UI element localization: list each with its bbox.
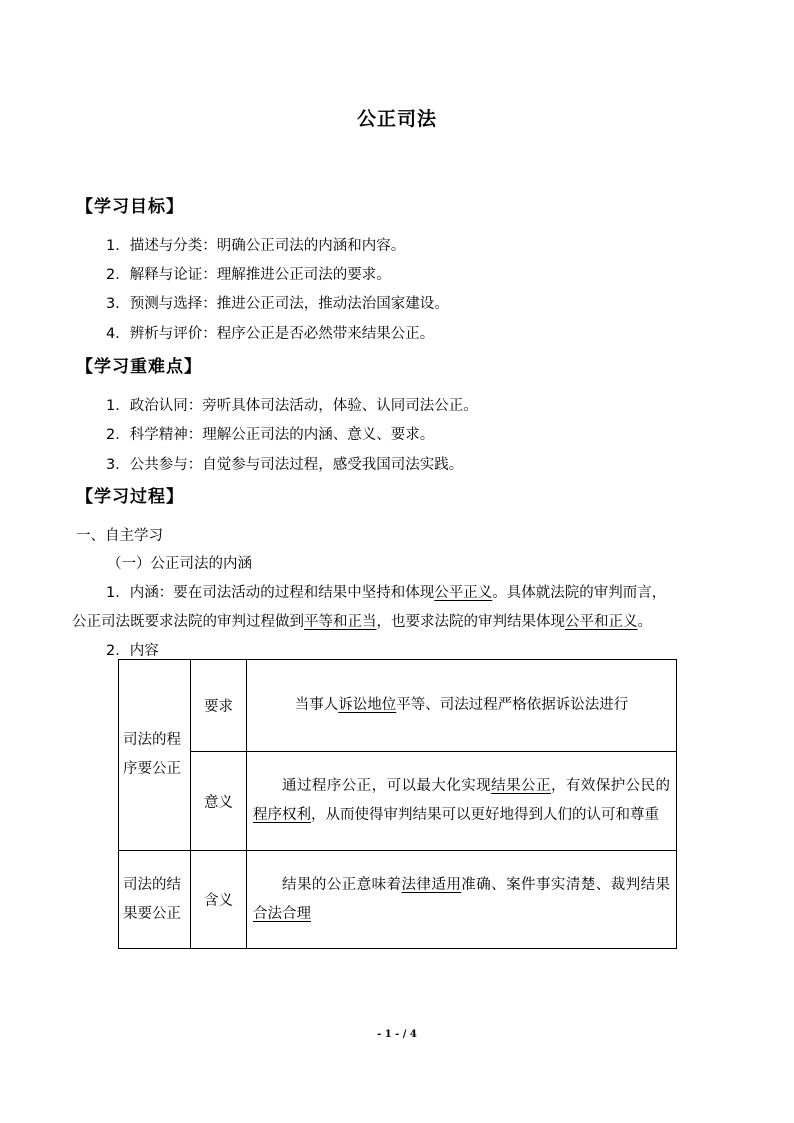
requirement-cell [247, 660, 677, 752]
section-heading-goals: 【学习目标】 [76, 197, 184, 217]
table-row [119, 851, 677, 949]
goal-item: 3．预测与选择：推进公正司法，推动法治国家建设。 [106, 296, 449, 312]
label-cell-requirement: 要求 [191, 660, 247, 752]
text-run: 。具体就法院的审判而言， [492, 585, 667, 601]
table-row [119, 660, 677, 752]
connotation-paragraph-line2 [72, 610, 652, 631]
text-run: 当事人 [294, 697, 339, 713]
table-row [119, 752, 677, 851]
text-run: 公正司法既要求法院的审判过程做到 [72, 614, 304, 630]
significance-cell [247, 752, 677, 851]
section-heading-key-points: 【学习重难点】 [76, 357, 202, 377]
underlined-term: 结果公正 [491, 778, 551, 794]
underlined-term: 诉讼地位 [338, 697, 397, 713]
underlined-term: 平等和正当 [304, 614, 377, 630]
label-cell-meaning: 含义 [191, 851, 247, 949]
text-run: 准确、案件事实清楚、裁判结果 [461, 876, 671, 893]
label-cell-significance: 意义 [191, 752, 247, 851]
underlined-term: 公平正义 [434, 585, 493, 601]
content-table [118, 659, 677, 949]
text-run: 。 [637, 614, 652, 630]
goal-item: 2．解释与论证：理解推进公正司法的要求。 [106, 267, 391, 283]
text-run: 结果的公正意味着 [282, 876, 402, 893]
connotation-paragraph-line1 [106, 581, 666, 602]
meaning-cell [247, 851, 677, 949]
section-heading-process: 【学习过程】 [76, 487, 184, 507]
key-point-item: 3．公共参与：自觉参与司法过程，感受我国司法实践。 [106, 457, 464, 473]
underlined-term: 公平和正义 [565, 614, 638, 630]
subpart-heading: （一）公正司法的内涵 [107, 556, 252, 572]
key-point-item: 2．科学精神：理解公正司法的内涵、意义、要求。 [106, 427, 435, 443]
category-cell-procedure: 司法的程序要公正 [119, 660, 191, 851]
text-run: 1．内涵：要在司法活动的过程和结果中坚持和体现 [106, 585, 435, 601]
page-title: 公正司法 [356, 108, 437, 130]
underlined-term: 合法合理 [253, 905, 311, 922]
goal-item: 4．辨析与评价：程序公正是否必然带来结果公正。 [106, 326, 435, 342]
text-run: ，也要求法院的审判结果体现 [376, 614, 565, 630]
text-run: ，从而使得审判结果可以更好地得到人们的认可和尊重 [311, 807, 659, 823]
key-point-item: 1．政治认同：旁听具体司法活动，体验、认同司法公正。 [106, 398, 478, 414]
content-label: 2．内容 [106, 643, 159, 659]
page-number: - 1 - / 4 [377, 1029, 417, 1040]
part-heading: 一、自主学习 [76, 528, 163, 544]
goal-item: 1．描述与分类：明确公正司法的内涵和内容。 [106, 238, 406, 254]
underlined-term: 法律适用 [401, 876, 462, 893]
text-run: ，有效保护公民的 [550, 778, 671, 794]
text-run: 通过程序公正，可以最大化实现 [282, 778, 492, 794]
underlined-term: 程序权利 [253, 807, 311, 823]
text-run: 平等、司法过程严格依据诉讼法进行 [396, 697, 629, 713]
category-cell-result: 司法的结果要公正 [119, 851, 191, 949]
